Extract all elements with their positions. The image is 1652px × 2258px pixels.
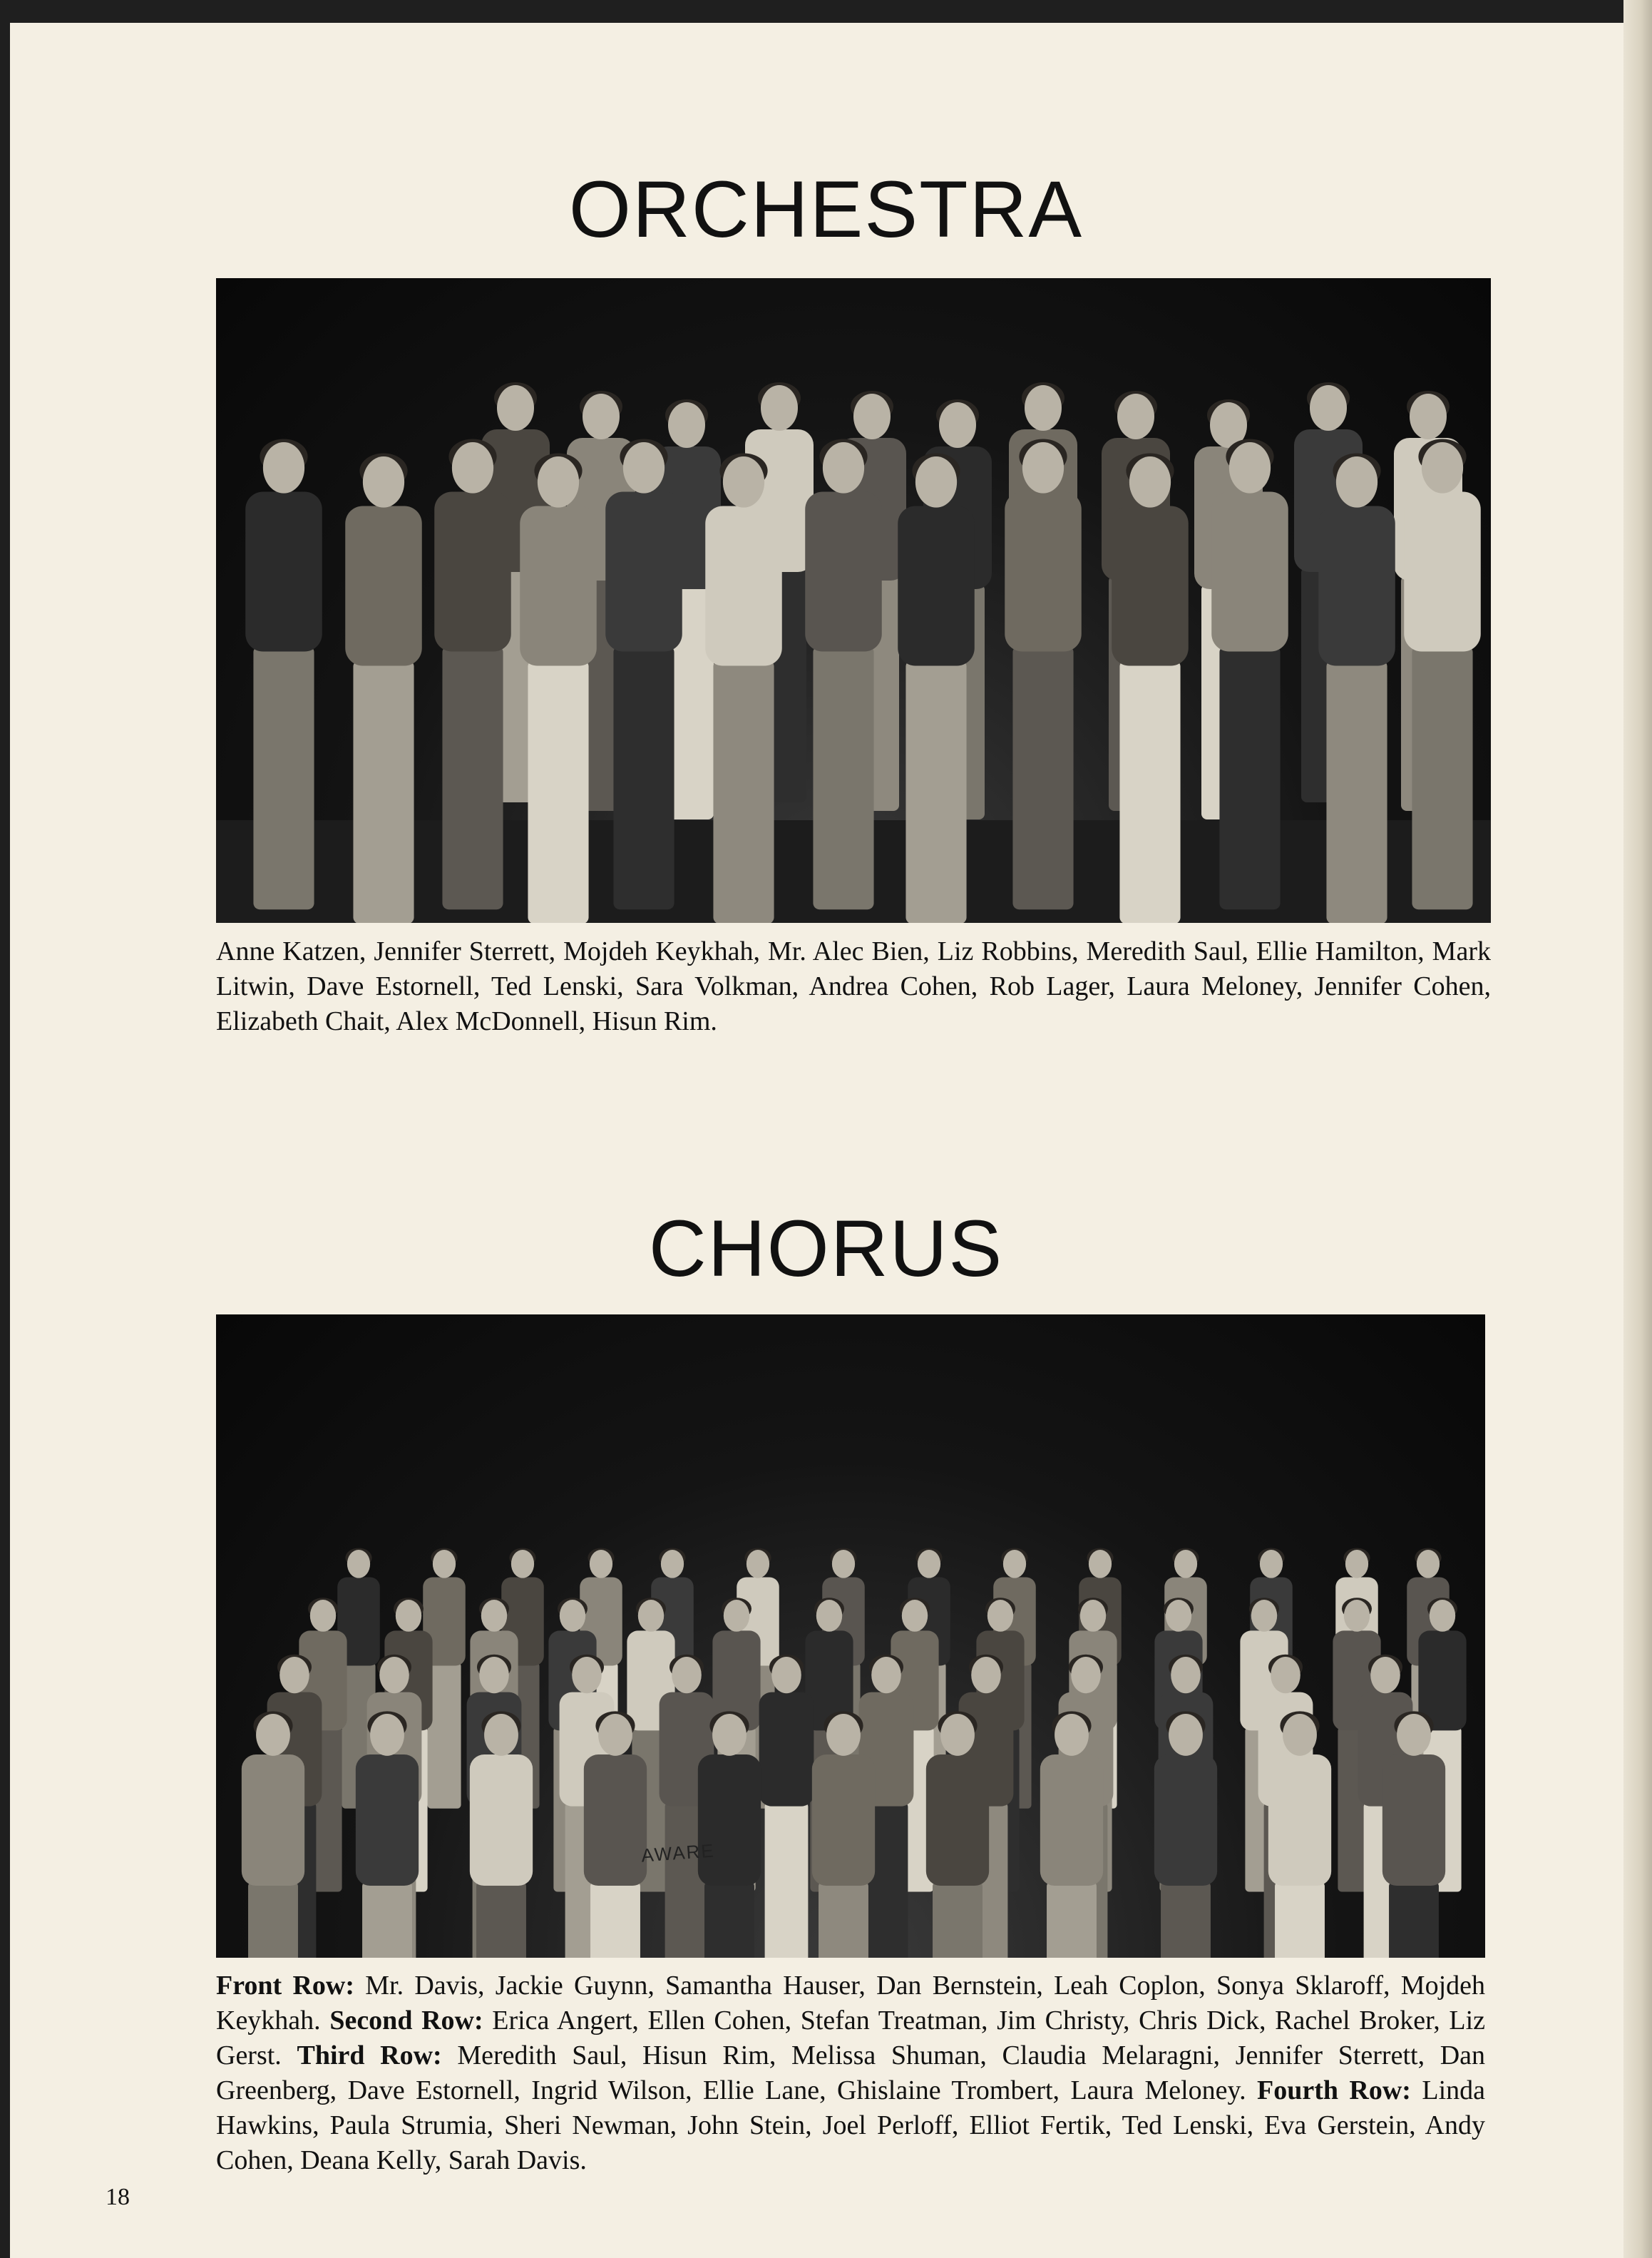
sweatshirt-print: AWARE bbox=[640, 1839, 716, 1866]
orchestra-member bbox=[705, 454, 782, 923]
chorus-photo bbox=[216, 1314, 1485, 1958]
fourth-row-names: Linda Hawkins, Paula Strumia, Sheri Newman, John Stein, Joel Perloff, Elliot Fertik, Ted Lenski, Eva Gerstein, Andy Cohen, Deana Kelly, Sarah Davis. bbox=[216, 2075, 1486, 2175]
orchestra-member bbox=[1318, 454, 1395, 923]
orchestra-member bbox=[1112, 454, 1189, 923]
orchestra-caption: Anne Katzen, Jennifer Sterrett, Mojdeh Keykhah, Mr. Alec Bien, Liz Robbins, Meredith Saul, Ellie Hamilton, Mark Litwin, Dave Estornell, Ted Lenski, Sara Volkman, Andrea Cohen, Rob Lager, Laura Meloney, Jennifer Cohen, Elizabeth Chait, Alex McDonnell, Hisun Rim. bbox=[216, 936, 1491, 1036]
page-number: 18 bbox=[106, 2184, 130, 2210]
front-row-label: Front Row: bbox=[216, 1971, 354, 2001]
orchestra-member bbox=[345, 454, 422, 923]
chorus-caption bbox=[216, 1968, 1485, 2178]
orchestra-title: ORCHESTRA bbox=[568, 165, 1084, 254]
orchestra-member bbox=[805, 439, 882, 910]
chorus-photo-figures bbox=[216, 1314, 1485, 1958]
orchestra-photo-figures bbox=[216, 278, 1491, 923]
chorus-member bbox=[759, 1655, 814, 1958]
orchestra-member bbox=[520, 454, 597, 923]
third-row-label: Third Row: bbox=[297, 2040, 442, 2070]
orchestra-member bbox=[1211, 439, 1288, 910]
chorus-title: CHORUS bbox=[648, 1204, 1004, 1293]
second-row-names: Erica Angert, Ellen Cohen, Stefan Treatman, Jim Christy, Chris Dick, Rachel Broker, Liz Gerst. bbox=[216, 2006, 1485, 2070]
fourth-row-label: Fourth Row: bbox=[1257, 2075, 1411, 2105]
orchestra-member bbox=[605, 439, 682, 910]
orchestra-member bbox=[1404, 439, 1481, 910]
orchestra-photo bbox=[216, 278, 1491, 923]
second-row-label: Second Row: bbox=[329, 2006, 483, 2035]
orchestra-member bbox=[898, 454, 975, 923]
page-edge-shadow bbox=[1623, 0, 1652, 2258]
orchestra-member bbox=[434, 439, 511, 910]
third-row-names: Meredith Saul, Hisun Rim, Melissa Shuman, Claudia Melaragni, Jennifer Sterrett, Dan Greenberg, Dave Estornell, Ingrid Wilson, Ellie Lane, Ghislaine Trombert, Laura Meloney. bbox=[216, 2040, 1486, 2105]
orchestra-member bbox=[1005, 439, 1082, 910]
orchestra-member bbox=[245, 439, 322, 910]
front-row-names: Mr. Davis, Jackie Guynn, Samantha Hauser, Dan Bernstein, Leah Coplon, Sonya Sklaroff, Mojdeh Keykhah. bbox=[216, 1971, 1486, 2035]
